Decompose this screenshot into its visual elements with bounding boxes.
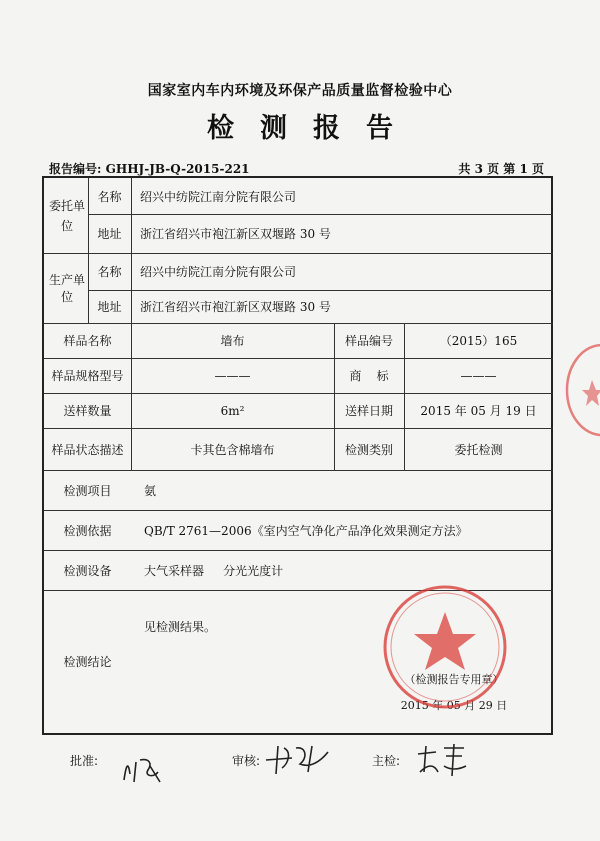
- brand-label: 商 标: [349, 369, 389, 383]
- page-count: 共 3 页 第 1 页: [458, 162, 544, 176]
- inspector-signature-icon: [414, 742, 468, 778]
- test-basis: QB/T 2761—2006《室内空气净化产品净化效果测定方法》: [144, 523, 468, 538]
- client-name-label: 名称: [97, 189, 122, 204]
- conclusion-label: 检测结论: [63, 655, 112, 669]
- sample-name: 墙布: [220, 334, 245, 348]
- sample-no: （2015）165: [439, 334, 518, 348]
- producer-addr-label: 地址: [97, 300, 122, 314]
- stamp-date: 2015 年 05 月 29 日: [400, 699, 508, 712]
- inspect-label: 主检:: [372, 754, 401, 768]
- sample-no-label: 样品编号: [344, 334, 393, 348]
- sample-spec: ———: [214, 368, 251, 383]
- client-addr-label: 地址: [97, 227, 122, 241]
- sample-state-label: 样品状态描述: [51, 442, 124, 457]
- client-group-label: 委托单位: [48, 198, 85, 233]
- reviewer-signature-icon: [262, 738, 332, 778]
- seam-seal-icon: [562, 340, 600, 440]
- sample-date: 2015 年 05 月 19 日: [420, 404, 537, 418]
- brand: ———: [460, 368, 497, 383]
- stamp-note: （检测报告专用章）: [404, 673, 504, 686]
- client-address: 浙江省绍兴市袍江新区双堰路 30 号: [140, 227, 331, 241]
- official-seal-icon: [380, 582, 510, 712]
- report-title: 检测报告: [207, 113, 419, 144]
- producer-name-label: 名称: [97, 265, 122, 279]
- approve-label: 批准:: [70, 754, 99, 768]
- report-number: 报告编号: GHHJ-JB-Q-2015-221: [49, 162, 250, 176]
- sample-qty-label: 送样数量: [63, 404, 112, 418]
- approver-signature-icon: [118, 752, 168, 786]
- test-basis-label: 检测依据: [63, 523, 112, 538]
- sample-qty: 6m²: [220, 403, 245, 418]
- test-item: 氨: [144, 483, 157, 498]
- sample-spec-label: 样品规格型号: [51, 369, 124, 383]
- sample-date-label: 送样日期: [344, 404, 393, 418]
- producer-address: 浙江省绍兴市袍江新区双堰路 30 号: [140, 300, 331, 314]
- test-item-label: 检测项目: [63, 483, 112, 498]
- test-type: 委托检测: [454, 442, 503, 457]
- test-equipment-label: 检测设备: [63, 563, 112, 578]
- producer-name: 绍兴中纺院江南分院有限公司: [140, 265, 297, 279]
- test-type-label: 检测类别: [344, 442, 393, 457]
- organization-name: 国家室内车内环境及环保产品质量监督检验中心: [147, 83, 453, 99]
- sample-state: 卡其色含棉墙布: [190, 442, 275, 457]
- review-label: 审核:: [232, 754, 261, 768]
- sample-name-label: 样品名称: [63, 334, 112, 348]
- test-equipment: 大气采样器 分光光度计: [144, 563, 284, 578]
- client-name: 绍兴中纺院江南分院有限公司: [140, 189, 297, 204]
- producer-group-label: 生产单位: [48, 273, 85, 304]
- conclusion-text: 见检测结果。: [144, 619, 217, 634]
